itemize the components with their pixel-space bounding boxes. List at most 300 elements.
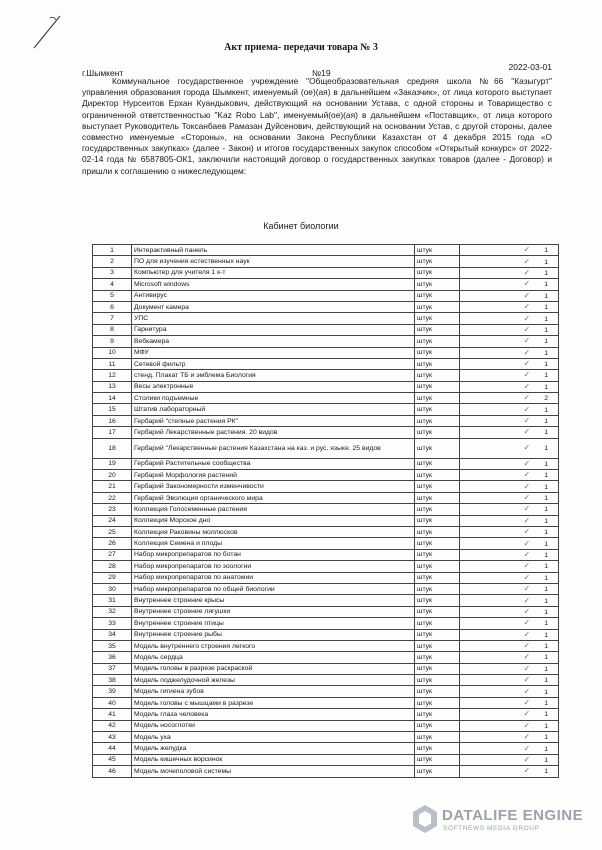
item-quantity-cell xyxy=(460,279,559,290)
item-quantity-text: 1 xyxy=(544,315,548,323)
item-quantity-cell xyxy=(460,267,559,278)
item-unit-cell xyxy=(415,606,460,617)
item-quantity-text: 1 xyxy=(544,756,548,764)
item-unit-cell xyxy=(415,549,460,560)
table-row xyxy=(93,470,559,481)
items-table-body xyxy=(93,245,559,778)
item-unit-cell xyxy=(415,572,460,583)
item-quantity-cell xyxy=(460,336,559,347)
item-number-cell xyxy=(93,427,132,438)
handwritten-check-icon: ✓ xyxy=(523,416,531,426)
item-name-cell xyxy=(132,347,415,358)
item-name-cell xyxy=(132,629,415,640)
item-number-cell xyxy=(93,381,132,392)
handwritten-check-icon: ✓ xyxy=(523,504,531,514)
item-number-text: 27 xyxy=(108,551,116,559)
handwritten-check-icon: ✓ xyxy=(523,267,531,277)
item-number-text: 23 xyxy=(108,505,116,513)
item-number-cell xyxy=(93,663,132,674)
table-row xyxy=(93,279,559,290)
item-name-cell xyxy=(132,290,415,301)
item-name-text: Внутреннее строение рыбы xyxy=(134,631,222,639)
table-row xyxy=(93,404,559,415)
item-number-cell xyxy=(93,595,132,606)
item-unit-cell xyxy=(415,458,460,469)
item-quantity-text: 1 xyxy=(544,540,548,548)
handwritten-check-icon: ✓ xyxy=(523,675,531,685)
item-quantity-text: 1 xyxy=(544,472,548,480)
item-number-text: 6 xyxy=(110,303,114,311)
item-number-cell xyxy=(93,358,132,369)
item-name-text: УПС xyxy=(134,315,149,323)
table-row xyxy=(93,245,559,256)
table-row xyxy=(93,583,559,594)
item-number-cell xyxy=(93,470,132,481)
item-name-text: Модель носоглотки xyxy=(134,722,195,730)
item-quantity-text: 1 xyxy=(544,418,548,426)
item-quantity-text: 1 xyxy=(544,643,548,651)
item-number-cell xyxy=(93,438,132,458)
table-row xyxy=(93,301,559,312)
item-quantity-cell xyxy=(460,481,559,492)
item-name-cell xyxy=(132,313,415,324)
table-row xyxy=(93,754,559,765)
item-unit-text: штук xyxy=(417,417,433,425)
item-name-text: Модель уха xyxy=(134,733,171,741)
item-quantity-cell xyxy=(460,652,559,663)
handwritten-check-icon: ✓ xyxy=(523,427,531,437)
item-unit-text: штук xyxy=(417,505,433,513)
item-name-cell xyxy=(132,686,415,697)
item-unit-cell xyxy=(415,538,460,549)
item-quantity-cell xyxy=(460,415,559,426)
handwritten-check-icon: ✓ xyxy=(523,584,531,594)
handwritten-check-icon: ✓ xyxy=(523,245,531,255)
item-unit-text: штук xyxy=(417,665,433,673)
handwritten-check-icon: ✓ xyxy=(523,404,531,414)
item-unit-cell xyxy=(415,720,460,731)
item-number-cell xyxy=(93,629,132,640)
item-quantity-cell xyxy=(460,526,559,537)
item-number-text: 39 xyxy=(108,688,116,696)
item-number-cell xyxy=(93,549,132,560)
item-quantity-text: 1 xyxy=(544,745,548,753)
item-quantity-cell xyxy=(460,458,559,469)
item-name-cell xyxy=(132,301,415,312)
item-number-cell xyxy=(93,279,132,290)
table-row xyxy=(93,526,559,537)
item-number-cell xyxy=(93,267,132,278)
item-name-cell xyxy=(132,675,415,686)
item-number-cell xyxy=(93,301,132,312)
item-number-cell xyxy=(93,618,132,629)
item-name-text: Интерактивный панель xyxy=(134,246,208,254)
table-row xyxy=(93,336,559,347)
item-unit-cell xyxy=(415,427,460,438)
item-quantity-cell xyxy=(460,358,559,369)
item-number-text: 26 xyxy=(108,540,116,548)
item-name-text: Коллекция Семена и плоды xyxy=(134,540,222,548)
table-row xyxy=(93,709,559,720)
item-name-cell xyxy=(132,381,415,392)
item-name-cell xyxy=(132,754,415,765)
handwritten-check-icon: ✓ xyxy=(523,336,531,346)
item-unit-cell xyxy=(415,686,460,697)
item-quantity-cell xyxy=(460,492,559,503)
item-name-text: Набор микропрепаратов по ботан xyxy=(134,551,241,559)
item-quantity-cell xyxy=(460,438,559,458)
item-quantity-text: 1 xyxy=(544,517,548,525)
item-unit-text: штук xyxy=(417,394,433,402)
item-number-cell xyxy=(93,313,132,324)
item-name-cell xyxy=(132,561,415,572)
item-quantity-text: 1 xyxy=(544,269,548,277)
item-name-text: Коллекция Раковины моллюсков xyxy=(134,528,238,536)
item-unit-cell xyxy=(415,279,460,290)
item-unit-text: штук xyxy=(417,471,433,479)
item-name-text: Гарнитура xyxy=(134,326,167,334)
item-unit-cell xyxy=(415,313,460,324)
item-name-cell xyxy=(132,358,415,369)
item-quantity-cell xyxy=(460,572,559,583)
item-name-text: Внутреннее строение лягушки xyxy=(134,608,231,616)
document-city: г.Шымкент xyxy=(82,68,124,78)
item-unit-text: штук xyxy=(417,722,433,730)
item-quantity-text: 1 xyxy=(544,349,548,357)
table-row xyxy=(93,538,559,549)
table-row xyxy=(93,481,559,492)
item-quantity-text: 1 xyxy=(544,551,548,559)
item-unit-cell xyxy=(415,245,460,256)
item-unit-cell xyxy=(415,324,460,335)
item-quantity-cell xyxy=(460,675,559,686)
item-number-text: 3 xyxy=(110,269,114,277)
item-quantity-cell xyxy=(460,640,559,651)
item-number-text: 20 xyxy=(108,471,116,479)
item-unit-text: штук xyxy=(417,597,433,605)
item-quantity-cell xyxy=(460,686,559,697)
item-unit-text: штук xyxy=(417,326,433,334)
item-unit-text: штук xyxy=(417,292,433,300)
item-unit-text: штук xyxy=(417,246,433,254)
item-quantity-text: 1 xyxy=(544,734,548,742)
item-unit-cell xyxy=(415,267,460,278)
item-unit-cell xyxy=(415,438,460,458)
item-number-cell xyxy=(93,515,132,526)
item-unit-cell xyxy=(415,754,460,765)
item-number-text: 40 xyxy=(108,699,116,707)
item-number-text: 4 xyxy=(110,280,114,288)
item-name-cell xyxy=(132,697,415,708)
item-name-text: ПО для изучения естественных наук xyxy=(134,258,250,266)
table-row xyxy=(93,492,559,503)
item-quantity-text: 1 xyxy=(544,711,548,719)
handwritten-check-icon: ✓ xyxy=(523,515,531,525)
item-unit-cell xyxy=(415,404,460,415)
item-name-cell xyxy=(132,595,415,606)
item-unit-cell xyxy=(415,732,460,743)
item-name-cell xyxy=(132,245,415,256)
item-name-text: Набор микропрепаратов по анатомии xyxy=(134,574,254,582)
item-quantity-cell xyxy=(460,618,559,629)
item-number-cell xyxy=(93,393,132,404)
table-row xyxy=(93,504,559,515)
item-name-text: Гербарий Эволюция органического мира xyxy=(134,494,263,502)
item-number-text: 14 xyxy=(108,394,116,402)
handwritten-check-icon: ✓ xyxy=(523,549,531,559)
item-unit-text: штук xyxy=(417,574,433,582)
table-row xyxy=(93,686,559,697)
item-unit-cell xyxy=(415,481,460,492)
item-name-cell xyxy=(132,370,415,381)
item-unit-text: штук xyxy=(417,608,433,616)
item-number-text: 17 xyxy=(108,428,116,436)
handwritten-check-icon: ✓ xyxy=(523,370,531,380)
handwritten-check-icon: ✓ xyxy=(523,709,531,719)
item-quantity-text: 1 xyxy=(544,597,548,605)
handwritten-check-icon: ✓ xyxy=(523,561,531,571)
item-unit-text: штук xyxy=(417,349,433,357)
datalife-logo-icon xyxy=(412,804,438,834)
item-unit-cell xyxy=(415,583,460,594)
item-quantity-text: 1 xyxy=(544,677,548,685)
item-number-text: 1 xyxy=(110,246,114,254)
table-row xyxy=(93,640,559,651)
item-unit-text: штук xyxy=(417,710,433,718)
item-number-cell xyxy=(93,538,132,549)
item-number-cell xyxy=(93,766,132,777)
table-row xyxy=(93,697,559,708)
item-name-cell xyxy=(132,427,415,438)
item-quantity-text: 1 xyxy=(544,665,548,673)
item-number-text: 34 xyxy=(108,631,116,639)
handwritten-check-icon: ✓ xyxy=(523,663,531,673)
item-unit-text: штук xyxy=(417,315,433,323)
item-unit-cell xyxy=(415,347,460,358)
item-unit-text: штук xyxy=(417,517,433,525)
item-name-text: Модель желудка xyxy=(134,745,187,753)
item-name-cell xyxy=(132,458,415,469)
item-unit-cell xyxy=(415,492,460,503)
item-quantity-text: 1 xyxy=(544,292,548,300)
table-row xyxy=(93,393,559,404)
item-quantity-text: 1 xyxy=(544,281,548,289)
item-name-text: Гербарий "Лекарственные растения Казахстана на каз. и рус. языке. 25 видов xyxy=(134,444,381,452)
items-table xyxy=(92,244,559,778)
item-unit-text: штук xyxy=(417,483,433,491)
item-name-cell xyxy=(132,324,415,335)
item-number-cell xyxy=(93,743,132,754)
handwritten-check-icon: ✓ xyxy=(523,629,531,639)
item-number-text: 9 xyxy=(110,337,114,345)
handwritten-check-icon: ✓ xyxy=(523,652,531,662)
item-number-text: 28 xyxy=(108,562,116,570)
item-number-text: 19 xyxy=(108,460,116,468)
item-name-text: Модель головы в разрезе раскраской xyxy=(134,665,253,673)
item-unit-cell xyxy=(415,515,460,526)
item-name-cell xyxy=(132,720,415,731)
item-unit-text: штук xyxy=(417,528,433,536)
table-row xyxy=(93,267,559,278)
item-name-cell xyxy=(132,470,415,481)
table-row xyxy=(93,595,559,606)
item-name-text: Сетевой фильтр xyxy=(134,360,186,368)
item-name-text: Штатив лабораторный xyxy=(134,406,206,414)
handwritten-check-icon: ✓ xyxy=(523,720,531,730)
table-row xyxy=(93,358,559,369)
item-name-cell xyxy=(132,538,415,549)
handwritten-check-icon: ✓ xyxy=(523,290,531,300)
item-name-cell xyxy=(132,336,415,347)
item-unit-text: штук xyxy=(417,444,433,452)
document-title: Акт приема- передачи товара № 3 xyxy=(224,42,378,53)
table-row xyxy=(93,720,559,731)
item-quantity-text: 1 xyxy=(544,383,548,391)
item-name-text: Модель поджелудочной железы xyxy=(134,676,235,684)
handwritten-check-icon: ✓ xyxy=(523,443,531,453)
item-number-cell xyxy=(93,481,132,492)
item-number-cell xyxy=(93,347,132,358)
item-name-cell xyxy=(132,572,415,583)
item-name-text: Весы электронные xyxy=(134,383,194,391)
handwritten-check-icon: ✓ xyxy=(523,641,531,651)
item-quantity-cell xyxy=(460,504,559,515)
item-number-text: 37 xyxy=(108,665,116,673)
item-quantity-text: 1 xyxy=(544,529,548,537)
handwritten-check-icon: ✓ xyxy=(523,481,531,491)
item-quantity-cell xyxy=(460,381,559,392)
item-name-cell xyxy=(132,415,415,426)
handwritten-check-icon: ✓ xyxy=(523,256,531,266)
item-quantity-text: 1 xyxy=(544,586,548,594)
item-quantity-text: 1 xyxy=(544,258,548,266)
item-name-cell xyxy=(132,549,415,560)
item-unit-cell xyxy=(415,415,460,426)
item-quantity-cell xyxy=(460,256,559,267)
item-name-text: Гербарий Морфология растений xyxy=(134,471,237,479)
item-unit-cell xyxy=(415,470,460,481)
item-name-text: Модель гигиена зубов xyxy=(134,688,204,696)
item-number-text: 29 xyxy=(108,574,116,582)
table-row xyxy=(93,515,559,526)
item-quantity-text: 1 xyxy=(544,326,548,334)
item-unit-cell xyxy=(415,358,460,369)
item-quantity-cell xyxy=(460,290,559,301)
item-quantity-cell xyxy=(460,470,559,481)
table-row xyxy=(93,629,559,640)
item-name-text: Модель мочеполовой системы xyxy=(134,767,232,775)
table-row xyxy=(93,572,559,583)
handwritten-check-icon: ✓ xyxy=(523,493,531,502)
table-row xyxy=(93,381,559,392)
item-name-text: Гербарий Растительные сообщества xyxy=(134,460,251,468)
section-title: Кабинет биологии xyxy=(263,221,339,231)
document-number: №19 xyxy=(312,68,331,78)
item-name-text: Внутреннее строение крысы xyxy=(134,597,225,605)
item-unit-cell xyxy=(415,663,460,674)
item-number-text: 44 xyxy=(108,745,116,753)
item-quantity-cell xyxy=(460,606,559,617)
item-quantity-text: 2 xyxy=(544,395,548,403)
item-quantity-cell xyxy=(460,754,559,765)
item-name-cell xyxy=(132,279,415,290)
handwritten-check-icon: ✓ xyxy=(523,766,531,776)
item-quantity-text: 1 xyxy=(544,506,548,514)
item-unit-text: штук xyxy=(417,642,433,650)
table-row xyxy=(93,324,559,335)
item-quantity-cell xyxy=(460,663,559,674)
item-unit-cell xyxy=(415,526,460,537)
item-number-text: 42 xyxy=(108,722,116,730)
item-quantity-cell xyxy=(460,732,559,743)
item-quantity-text: 1 xyxy=(544,700,548,708)
item-number-cell xyxy=(93,415,132,426)
item-name-cell xyxy=(132,256,415,267)
item-number-cell xyxy=(93,324,132,335)
item-name-cell xyxy=(132,606,415,617)
item-quantity-cell xyxy=(460,313,559,324)
handwritten-check-icon: ✓ xyxy=(523,393,531,403)
item-quantity-text: 1 xyxy=(544,429,548,437)
item-name-cell xyxy=(132,504,415,515)
item-name-text: Модель головы с мышцами в разрезе xyxy=(134,699,254,707)
item-name-cell xyxy=(132,709,415,720)
item-quantity-text: 1 xyxy=(544,654,548,662)
item-number-text: 33 xyxy=(108,619,116,627)
item-name-cell xyxy=(132,492,415,503)
table-row xyxy=(93,427,559,438)
item-quantity-cell xyxy=(460,595,559,606)
handwritten-check-icon: ✓ xyxy=(523,595,531,605)
item-number-text: 21 xyxy=(108,483,116,491)
item-name-cell xyxy=(132,743,415,754)
item-quantity-text: 1 xyxy=(544,406,548,414)
item-number-text: 41 xyxy=(108,710,116,718)
item-name-text: Внутреннее строение птицы xyxy=(134,619,224,627)
item-quantity-cell xyxy=(460,347,559,358)
item-name-text: Гербарий Лекарственные растения. 20 видов xyxy=(134,428,278,436)
item-number-cell xyxy=(93,504,132,515)
item-quantity-cell xyxy=(460,404,559,415)
item-unit-text: штук xyxy=(417,494,433,502)
item-quantity-cell xyxy=(460,515,559,526)
handwritten-check-icon: ✓ xyxy=(523,538,531,548)
item-quantity-text: 1 xyxy=(544,563,548,571)
item-number-text: 12 xyxy=(108,371,116,379)
item-quantity-text: 1 xyxy=(544,688,548,696)
table-row xyxy=(93,663,559,674)
item-number-text: 22 xyxy=(108,494,116,502)
item-number-cell xyxy=(93,561,132,572)
handwritten-check-icon: ✓ xyxy=(523,754,531,764)
item-number-cell xyxy=(93,640,132,651)
item-number-text: 25 xyxy=(108,528,116,536)
item-name-text: Модель кишечных ворсинок xyxy=(134,756,223,764)
item-unit-text: штук xyxy=(417,337,433,345)
handwritten-check-icon: ✓ xyxy=(523,359,531,369)
item-unit-cell xyxy=(415,640,460,651)
item-quantity-cell xyxy=(460,720,559,731)
item-quantity-cell xyxy=(460,301,559,312)
item-name-text: Модель внутреннего строения легкого xyxy=(134,642,256,650)
item-unit-text: штук xyxy=(417,551,433,559)
table-row xyxy=(93,675,559,686)
item-quantity-text: 1 xyxy=(544,483,548,491)
item-unit-text: штук xyxy=(417,733,433,741)
item-number-text: 7 xyxy=(110,315,114,323)
item-number-text: 18 xyxy=(108,444,116,452)
item-number-text: 8 xyxy=(110,326,114,334)
